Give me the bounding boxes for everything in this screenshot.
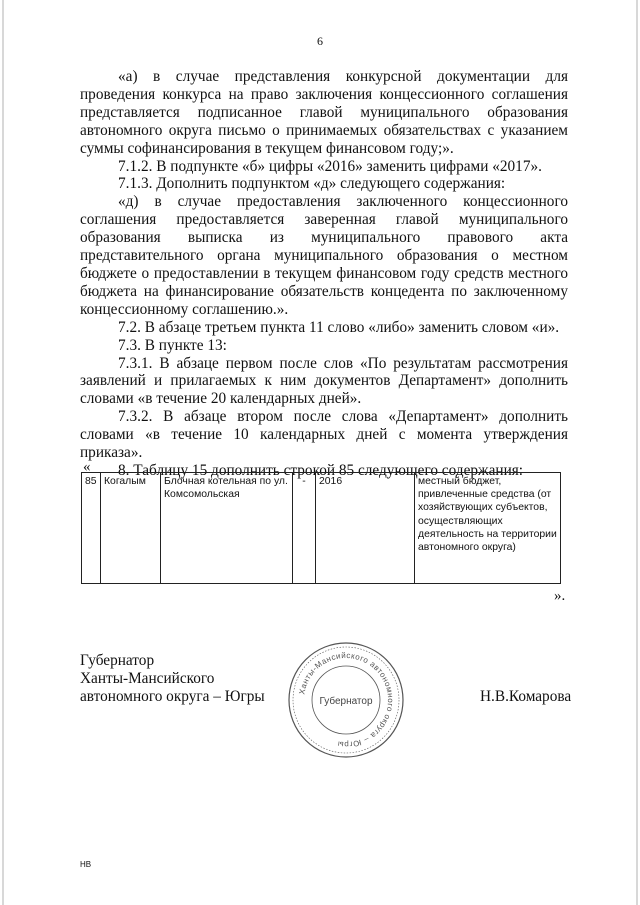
cell-city: Когалым xyxy=(101,473,161,584)
signatory-title-line-1: Губернатор xyxy=(80,652,155,669)
signatory-title xyxy=(80,652,265,706)
table-row xyxy=(82,473,561,584)
scan-left-edge xyxy=(2,0,4,905)
paragraph-7-1-2: 7.1.2. В подпункте «б» цифры «2016» заменить цифрами «2017». xyxy=(118,157,542,175)
page-number: 6 xyxy=(317,34,323,48)
seal-center-text: Губернатор xyxy=(319,696,373,707)
table-quote-close: ». xyxy=(554,588,566,604)
table-quote-open: « xyxy=(83,459,91,475)
paragraph-7-3-2: 7.3.2. В абзаце втором после слова «Департамент» дополнить словами «в течение 10 календарных дней с момента утверждения приказа». xyxy=(80,408,568,462)
footer-initials: НВ xyxy=(80,860,92,869)
cell-object: Блочная котельная по ул. Комсомольская xyxy=(161,473,293,584)
governor-seal xyxy=(286,640,406,760)
signatory-title-line-2: Ханты-Мансийского xyxy=(80,670,215,687)
seal-ring-text: Ханты-Мансийского автономного округа – Югры xyxy=(297,650,396,750)
signatory-name: Н.В.Комарова xyxy=(480,688,572,705)
paragraph-7-3-1: 7.3.1. В абзаце первом после слов «По результатам рассмотрения заявлений и прилагаемых к ним документов Департамент» дополнить словами «в течение 20 календарных дней». xyxy=(80,354,568,408)
paragraph-item-d: «д) в случае предоставления заключенного концессионного соглашения предоставляется заверенная главой муниципального образования выписка из муниципального правового акта представительного органа муниципального образования о местном бюджете о предоставлении в текущем финансовом году средств местного бюджета на финансирование обязательств концедента по заключенному концессионному соглашению.». xyxy=(80,193,568,318)
cell-year: 2016 xyxy=(316,473,415,584)
paragraph-7-1-3: 7.1.3. Дополнить подпунктом «д» следующего содержания: xyxy=(118,175,506,193)
cell-number: 85 xyxy=(82,473,101,584)
cell-funding-source: местный бюджет, привлеченные средства (от хозяйствующих субъектов, осуществляющих деятельность на территории автономного округа) xyxy=(415,473,561,584)
document-body xyxy=(80,68,568,480)
paragraph-item-a: «а) в случае представления конкурсной документации для проведения конкурса на право заключения концессионного соглашения представляется подписанное главой муниципального образования автономного округа письмо о принимаемых обязательствах с указанием суммы софинансирования в текущем финансовом году;». xyxy=(80,68,568,157)
paragraph-8: 8. Таблицу 15 дополнить строкой 85 следующего содержания: xyxy=(118,461,524,479)
paragraph-7-3: 7.3. В пункте 13: xyxy=(118,336,227,354)
scan-right-edge xyxy=(636,0,638,905)
signatory-title-line-3: автономного округа – Югры xyxy=(80,688,265,705)
cell-dash: - xyxy=(293,473,316,584)
paragraph-7-2: 7.2. В абзаце третьем пункта 11 слово «либо» заменить словом «и». xyxy=(118,318,560,336)
table-15-row-85 xyxy=(81,472,561,584)
